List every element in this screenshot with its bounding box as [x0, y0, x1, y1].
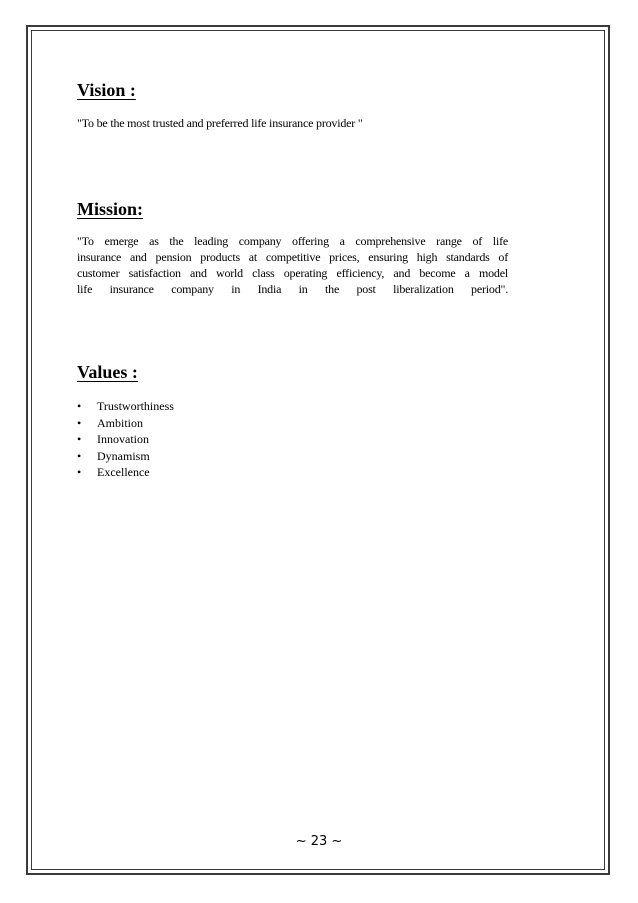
list-item — [77, 448, 174, 465]
list-item — [77, 415, 174, 432]
mission-line: life insurance company in India in the post liberalization period". — [77, 282, 508, 296]
value-label: Ambition — [97, 415, 144, 430]
bullet-icon: • — [77, 448, 82, 463]
value-label: Innovation — [97, 432, 149, 446]
vision-heading: Vision : — [77, 80, 136, 100]
mission-text — [77, 233, 508, 297]
bullet-icon: • — [77, 432, 82, 446]
list-item — [77, 464, 174, 481]
mission-line: insurance and pension products at competitive prices, ensuring high standards of — [77, 250, 508, 264]
list-item — [77, 431, 174, 448]
bullet-icon: • — [77, 399, 82, 413]
values-list — [77, 398, 174, 481]
value-label: Trustworthiness — [97, 399, 174, 413]
bullet-icon: • — [77, 415, 82, 430]
mission-line: customer satisfaction and world class operating efficiency, and become a model — [77, 266, 508, 280]
bullet-icon: • — [77, 465, 82, 479]
list-item — [77, 398, 174, 415]
mission-heading: Mission: — [77, 199, 144, 219]
value-label: Excellence — [97, 465, 150, 479]
page-number: ~ 23 ~ — [295, 834, 343, 849]
mission-line: "To emerge as the leading company offering a comprehensive range of life — [77, 234, 508, 248]
vision-text: "To be the most trusted and preferred life insurance provider " — [77, 116, 363, 130]
value-label: Dynamism — [97, 448, 150, 463]
values-heading: Values : — [77, 362, 138, 382]
